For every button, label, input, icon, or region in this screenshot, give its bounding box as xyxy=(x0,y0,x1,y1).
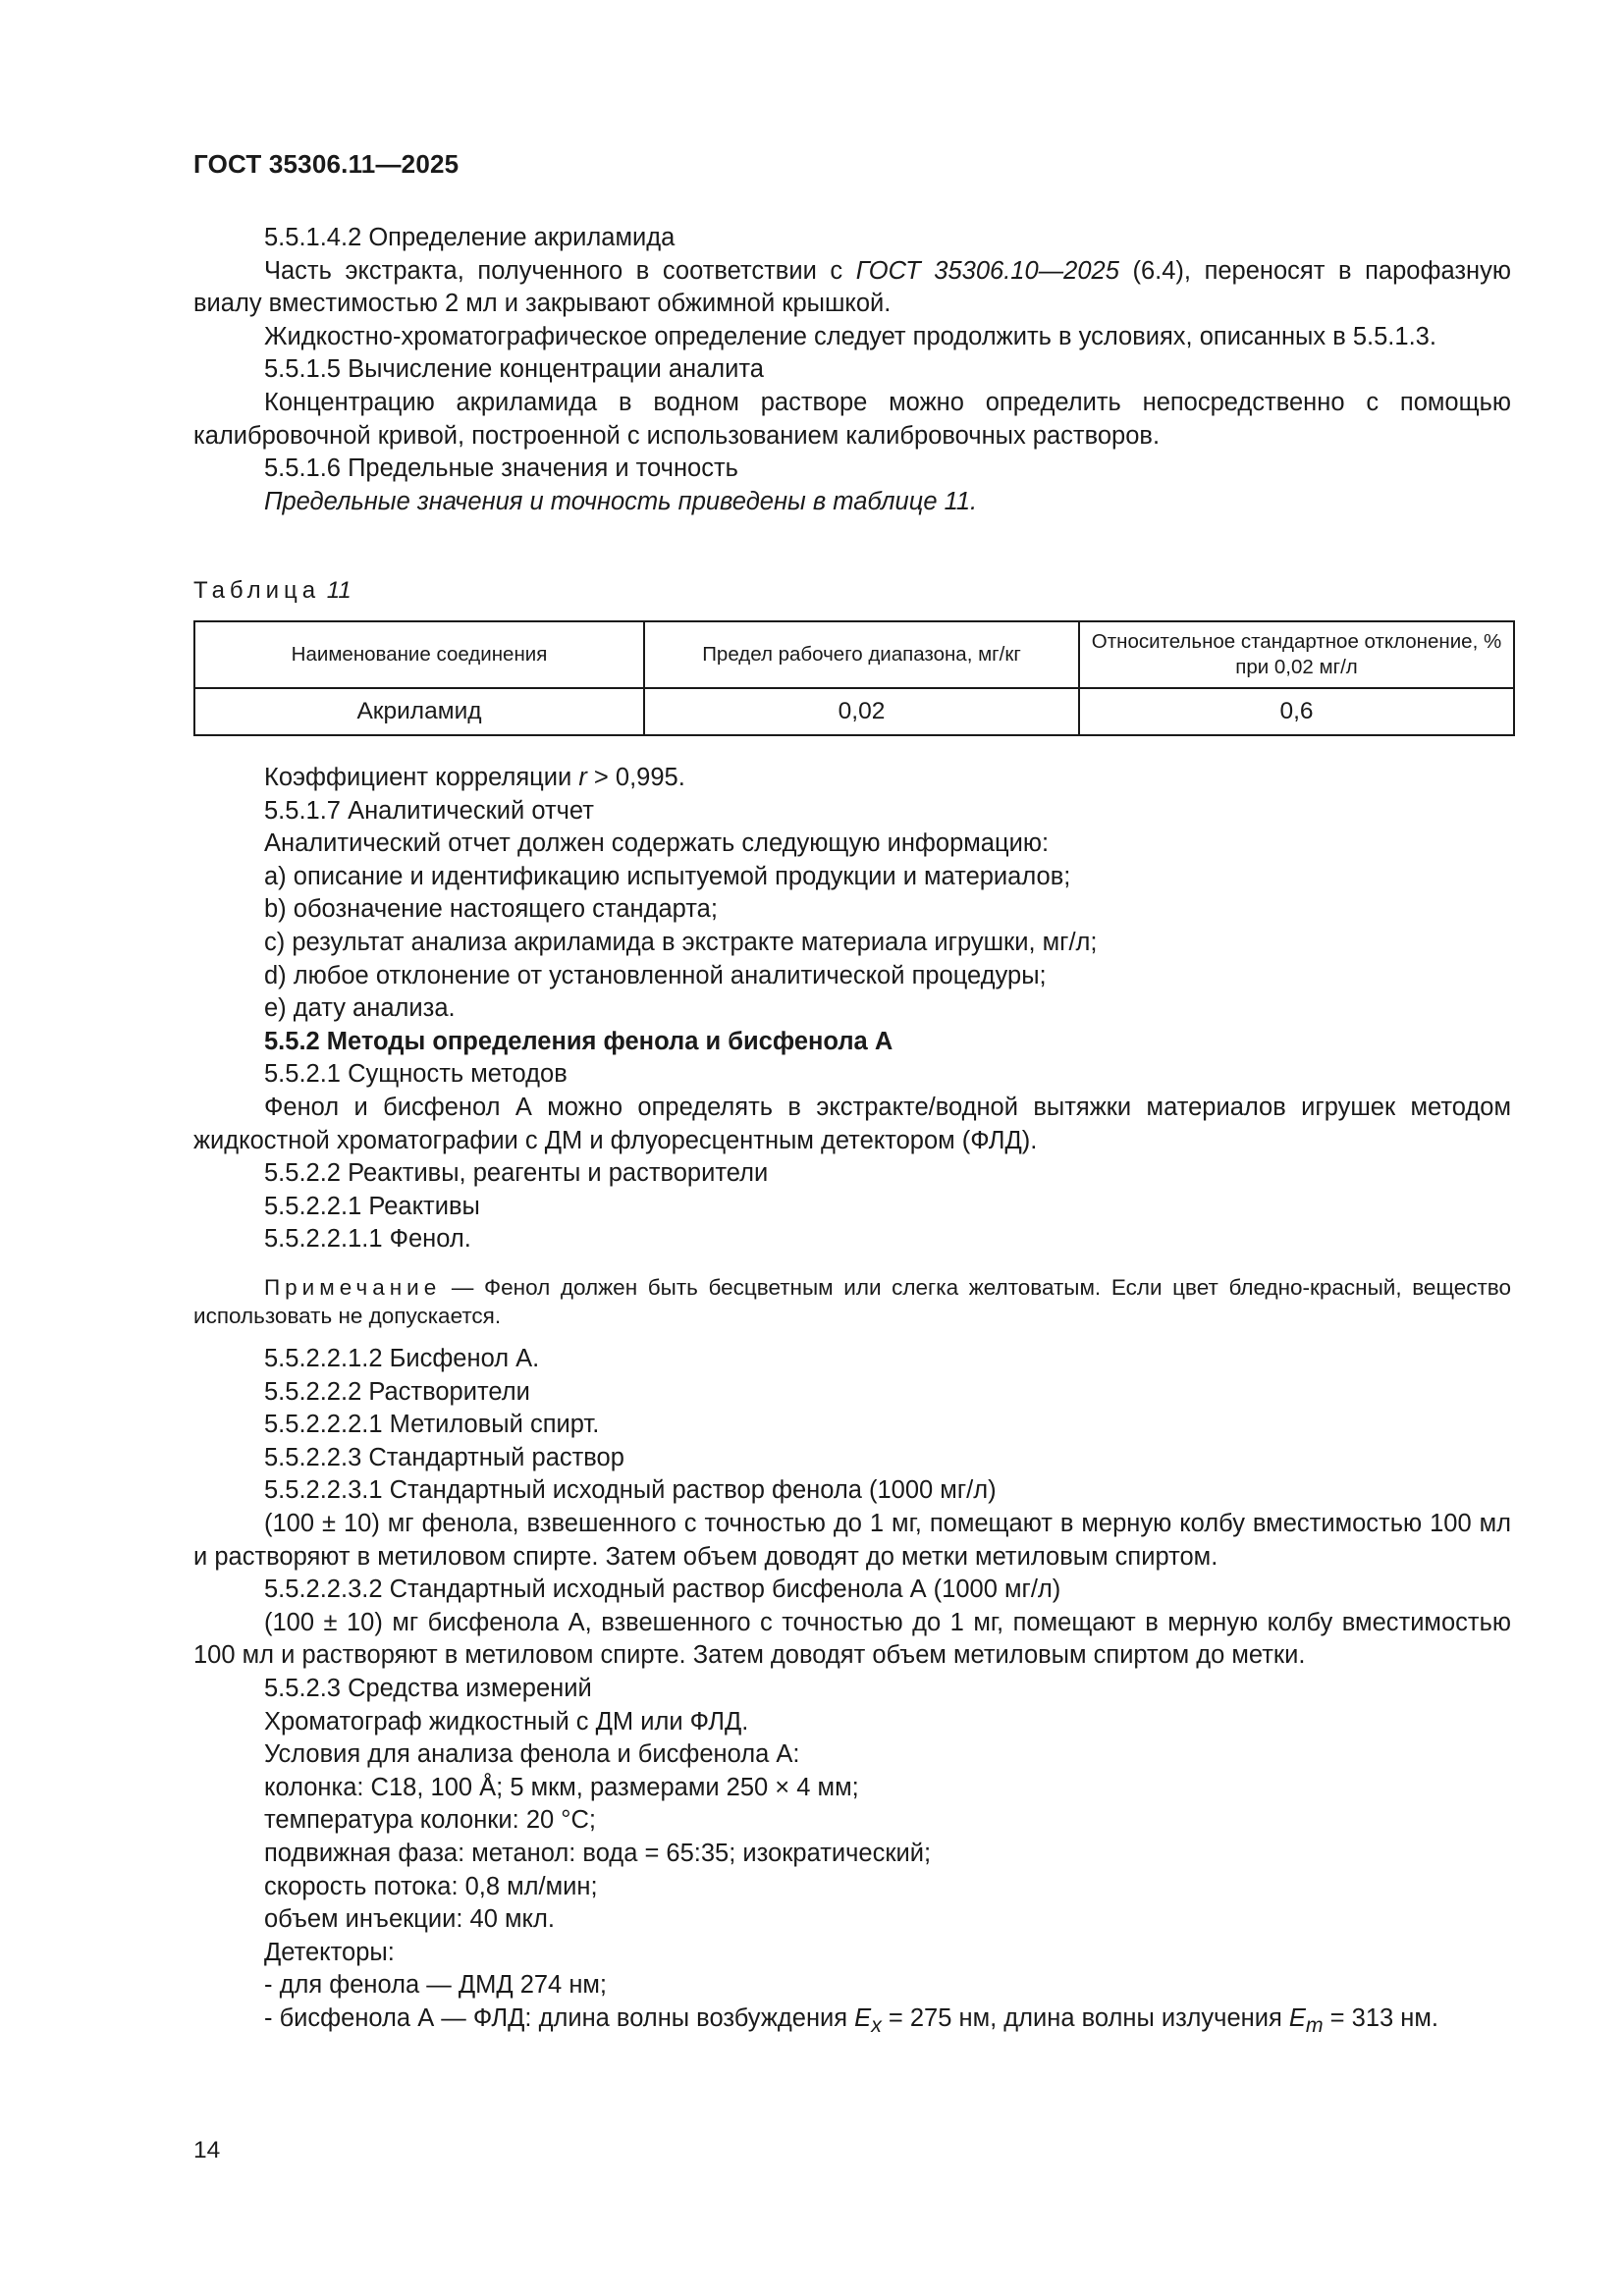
document-code-header: ГОСТ 35306.11—2025 xyxy=(193,149,460,179)
list-item: d) любое отклонение от установленной аналитической процедуры; xyxy=(264,961,1047,989)
emission-value: = 313 нм. xyxy=(1323,2003,1438,2032)
paragraph-method-essence: Фенол и бисфенол А можно определять в экстракте/водной вытяжки материалов игрушек методом жидкостной хроматографии с ДМ и флуоресцентным детектором (ФЛД). xyxy=(193,1093,1511,1154)
list-item: b) обозначение настоящего стандарта; xyxy=(264,895,718,924)
section-5-5-1-7-to-5-5-2-2 xyxy=(193,762,1511,1256)
list-item: e) дату анализа. xyxy=(264,994,456,1023)
section-5-5-1-4-2-to-5-5-1-6 xyxy=(193,222,1511,518)
heading-5-5-2-3: 5.5.2.3 Средства измерений xyxy=(264,1674,592,1702)
emission-symbol: $E_m$ xyxy=(1288,2003,1324,2037)
table-cell-compound: Акриламид xyxy=(194,688,644,735)
heading-5-5-2-2-1-1: 5.5.2.2.1.1 Фенол. xyxy=(264,1225,471,1254)
heading-5-5-1-5: 5.5.1.5 Вычисление концентрации аналита xyxy=(264,355,764,384)
detector-bisphenol-text: - бисфенола А — ФЛД: длина волны возбуждения xyxy=(264,2003,855,2032)
list-item: подвижная фаза: метанол: вода = 65:35; изократический; xyxy=(264,1839,932,1867)
correlation-variable: r xyxy=(578,764,587,791)
note-label: Примечание xyxy=(264,1275,442,1300)
heading-5-5-2-2-1: 5.5.2.2.1 Реактивы xyxy=(264,1192,480,1220)
list-item: скорость потока: 0,8 мл/мин; xyxy=(264,1872,598,1900)
paragraph-concentration: Концентрацию акриламида в водном растворе можно определить непосредственно с помощью калибровочной кривой, построенной с использованием калибровочных растворов. xyxy=(193,388,1511,450)
paragraph-bisphenol-solution: (100 ± 10) мг бисфенола А, взвешенного с точностью до 1 мг, помещают в мерную колбу вместимостью 100 мл и растворяют в метиловом спирте. Затем доводят объем метиловым спиртом до метки. xyxy=(193,1608,1511,1670)
heading-5-5-2-2-3-1: 5.5.2.2.3.1 Стандартный исходный раствор фенола (1000 мг/л) xyxy=(264,1476,997,1505)
correlation-value: > 0,995. xyxy=(586,764,685,791)
paragraph-limits-reference: Предельные значения и точность приведены в таблице 11. xyxy=(264,487,978,515)
paragraph-detectors-label: Детекторы: xyxy=(264,1938,395,1966)
list-item: колонка: C18, 100 Å; 5 мкм, размерами 250 × 4 мм; xyxy=(264,1773,859,1801)
table-header-compound: Наименование соединения xyxy=(194,621,644,688)
paragraph-report-intro: Аналитический отчет должен содержать следующую информацию: xyxy=(264,829,1050,858)
list-item: a) описание и идентификацию испытуемой продукции и материалов; xyxy=(264,862,1071,890)
heading-5-5-2-2-1-2: 5.5.2.2.1.2 Бисфенол А. xyxy=(264,1345,540,1372)
paragraph-conditions-intro: Условия для анализа фенола и бисфенола А: xyxy=(264,1740,800,1769)
table-caption-number: 11 xyxy=(326,577,352,604)
paragraph-phenol-solution: (100 ± 10) мг фенола, взвешенного с точностью до 1 мг, помещают в мерную колбу вместимостью 100 мл и растворяют в метиловом спирте. Затем объем доводят до метки метиловым спиртом. xyxy=(193,1509,1511,1571)
table-caption xyxy=(193,577,352,605)
section-5-5-2-2-1-2-to-5-5-2-3 xyxy=(193,1343,1511,2043)
paragraph-chromatograph: Хроматограф жидкостный с ДМ или ФЛД. xyxy=(264,1707,749,1735)
heading-5-5-1-4-2: 5.5.1.4.2 Определение акриламида xyxy=(264,224,676,251)
paragraph-lc-determination: Жидкостно-хроматографическое определение следует продолжить в условиях, описанных в 5.5.1.3. xyxy=(264,322,1436,350)
heading-5-5-2-2: 5.5.2.2 Реактивы, реагенты и растворители xyxy=(264,1159,769,1188)
list-item: c) результат анализа акриламида в экстракте материала игрушки, мг/л; xyxy=(264,928,1098,956)
extract-text-end: (6.4), переносят в парофазную виалу вместимостью 2 мл и закрывают обжимной крышкой. xyxy=(193,256,1511,318)
list-item: температура колонки: 20 °C; xyxy=(264,1806,596,1835)
table-header-rsd: Относительное стандартное отклонение, % при 0,02 мг/л xyxy=(1079,621,1514,688)
page-number: 14 xyxy=(193,2137,221,2163)
note-phenol-color xyxy=(193,1274,1511,1330)
heading-5-5-2-2-2-1: 5.5.2.2.2.1 Метиловый спирт. xyxy=(264,1411,600,1439)
table-header-row xyxy=(194,621,1514,688)
standard-reference-link: ГОСТ 35306.10—2025 xyxy=(855,256,1119,285)
heading-5-5-2-2-3: 5.5.2.2.3 Стандартный раствор xyxy=(264,1443,624,1471)
paragraph-extract-transfer xyxy=(193,255,1511,321)
note-text: — Фенол должен быть бесцветным или слегка желтоватым. Если цвет бледно-красный, вещество использовать не допускается. xyxy=(193,1275,1511,1328)
table-header-range-limit: Предел рабочего диапазона, мг/кг xyxy=(644,621,1079,688)
list-item: объем инъекции: 40 мкл. xyxy=(264,1905,555,1934)
extract-text-start: Часть экстракта, полученного в соответствии с xyxy=(264,256,856,285)
excitation-symbol: $E_x$ xyxy=(854,2003,882,2037)
table-cell-rsd: 0,6 xyxy=(1079,688,1514,735)
heading-5-5-2-1: 5.5.2.1 Сущность методов xyxy=(264,1060,568,1089)
heading-5-5-1-6: 5.5.1.6 Предельные значения и точность xyxy=(264,454,738,483)
list-item-detector-phenol: - для фенола — ДМД 274 нм; xyxy=(264,1971,608,2000)
heading-5-5-1-7: 5.5.1.7 Аналитический отчет xyxy=(264,796,594,825)
heading-5-5-2: 5.5.2 Методы определения фенола и бисфенола А xyxy=(264,1027,893,1055)
heading-5-5-2-2-3-2: 5.5.2.2.3.2 Стандартный исходный раствор бисфенола А (1000 мг/л) xyxy=(264,1575,1061,1604)
excitation-value: = 275 нм, длина волны излучения xyxy=(881,2003,1289,2032)
correlation-text: Коэффициент корреляции xyxy=(264,764,579,791)
table-cell-range-limit: 0,02 xyxy=(644,688,1079,735)
heading-5-5-2-2-2: 5.5.2.2.2 Растворители xyxy=(264,1377,530,1406)
list-item-detector-bisphenol xyxy=(193,2002,1511,2043)
table-row xyxy=(194,688,1514,735)
limits-precision-table xyxy=(193,620,1515,736)
table-caption-word: Таблица xyxy=(193,577,321,604)
paragraph-correlation xyxy=(193,762,1511,795)
